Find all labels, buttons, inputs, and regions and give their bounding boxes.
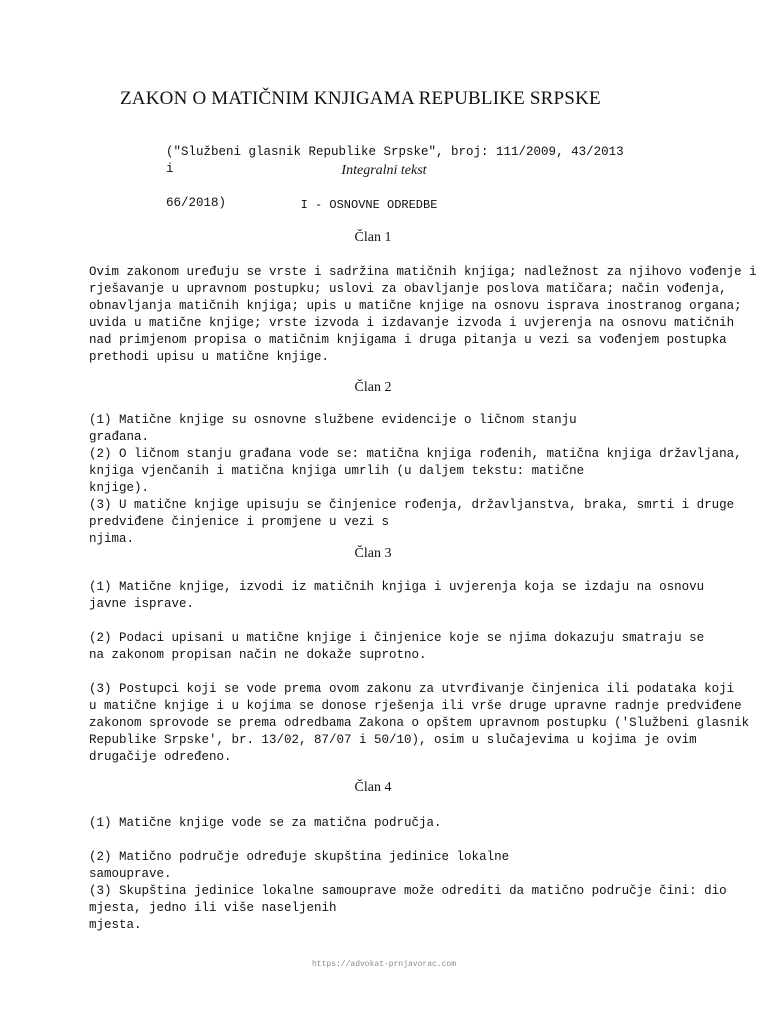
footer-url: https://advokat-prnjavorac.com xyxy=(311,960,457,969)
text-line: (3) U matične knjige upisuju se činjenice rođenja, državljanstva, braka, smrti i druge xyxy=(89,498,735,512)
text-line: uvida u matične knjige; vrste izvoda i izdavanje izvoda i uvjerenja na osnovu matičnih xyxy=(89,316,735,330)
article-1-heading: Član 1 xyxy=(354,230,392,245)
text-line: (2) Podaci upisani u matične knjige i činjenice koje se njima dokazuju smatraju se xyxy=(89,631,705,645)
text-line: rješavanje u upravnom postupku; uslovi za obavljanje poslova matičara; način vođenja, xyxy=(89,282,727,296)
article-1-body xyxy=(89,264,757,366)
text-line: predviđene činjenice i promjene u vezi s xyxy=(89,515,390,529)
section-heading: I - OSNOVNE ODREDBE xyxy=(300,198,438,212)
text-line: (1) Matične knjige su osnovne službene evidencije o ličnom stanju xyxy=(89,413,577,427)
paragraph-gap xyxy=(89,613,749,630)
text-line: Ovim zakonom uređuju se vrste i sadržina matičnih knjiga; nadležnost za njihovo vođenje i xyxy=(89,265,757,279)
text-line: (3) Postupci koji se vode prema ovom zakonu za utvrđivanje činjenica ili podataka koji xyxy=(89,682,735,696)
text-line: javne isprave. xyxy=(89,597,195,611)
text-line: zakonom sprovode se prema odredbama Zakona o opštem upravnom postupku ('Službeni glasnik xyxy=(89,716,750,730)
text-line: u matične knjige i u kojima se donose rješenja ili vrše druge upravne radnje predviđene xyxy=(89,699,742,713)
integral-text-label: Integralni tekst xyxy=(341,163,427,178)
text-line: (2) O ličnom stanju građana vode se: matična knjiga rođenih, matična knjiga državljana, xyxy=(89,447,742,461)
text-line: obnavljanja matičnih knjiga; upis u matične knjige na osnovu isprava inostranog organa; xyxy=(89,299,742,313)
text-line: knjige). xyxy=(89,481,150,495)
text-line: knjiga vjenčanih i matična knjiga umrlih (u daljem tekstu: matične xyxy=(89,464,585,478)
article-3-heading: Član 3 xyxy=(354,546,392,561)
article-3-body xyxy=(89,579,749,766)
text-line: mjesta. xyxy=(89,918,142,932)
text-line: građana. xyxy=(89,430,150,444)
text-line: mjesta, jedno ili više naseljenih xyxy=(89,901,337,915)
gazette-reference-line: 66/2018) xyxy=(166,196,227,210)
text-line: prethodi upisu u matične knjige. xyxy=(89,350,330,364)
gazette-reference-line: ("Službeni glasnik Republike Srpske", broj: 111/2009, 43/2013 i xyxy=(166,145,624,176)
text-line: nad primjenom propisa o matičnim knjigama i druga pitanja u vezi sa vođenjem postupka xyxy=(89,333,727,347)
text-line: Republike Srpske', br. 13/02, 87/07 i 50/10), osim u slučajevima u kojima je ovim xyxy=(89,733,697,747)
text-line: drugačije određeno. xyxy=(89,750,232,764)
text-line: (1) Matične knjige, izvodi iz matičnih knjiga i uvjerenja koja se izdaju na osnovu xyxy=(89,580,705,594)
article-2-heading: Član 2 xyxy=(354,380,392,395)
article-4-body xyxy=(89,815,749,934)
article-2-body xyxy=(89,412,749,548)
text-line: (2) Matično područje određuje skupština jedinice lokalne xyxy=(89,850,510,864)
paragraph-gap xyxy=(89,664,749,681)
document-title: ZAKON O MATIČNIM KNJIGAMA REPUBLIKE SRPSKE xyxy=(120,88,601,109)
text-line: njima. xyxy=(89,532,135,546)
text-line: na zakonom propisan način ne dokaže suprotno. xyxy=(89,648,427,662)
text-line: (1) Matične knjige vode se za matična područja. xyxy=(89,816,442,830)
article-4-heading: Član 4 xyxy=(354,780,392,795)
text-line: (3) Skupština jedinice lokalne samouprave može odrediti da matično područje čini: dio xyxy=(89,884,727,898)
text-line: samouprave. xyxy=(89,867,172,881)
paragraph-gap xyxy=(89,832,749,849)
